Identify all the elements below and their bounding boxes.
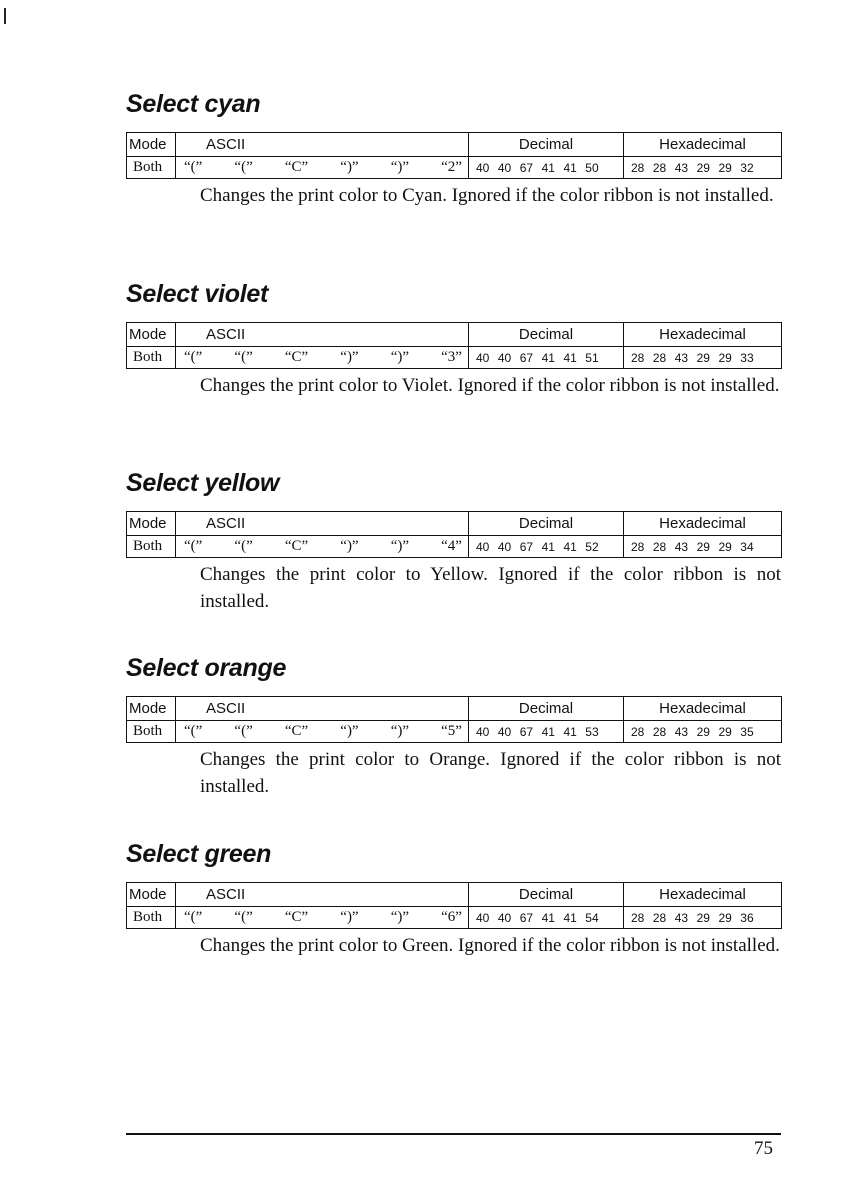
decimal-byte: 41: [563, 350, 577, 365]
mode-cell: Both: [127, 721, 176, 743]
decimal-cell: [469, 536, 624, 558]
decimal-byte: 40: [497, 910, 512, 925]
ascii-char: “(”: [184, 538, 203, 554]
decimal-byte: 41: [541, 160, 555, 175]
ascii-char: “)”: [390, 159, 410, 175]
ascii-char: “C”: [284, 723, 309, 739]
section-description: Changes the print color to Green. Ignored if the color ribbon is not installed.: [200, 935, 780, 956]
decimal-cell: [469, 721, 624, 743]
mode-cell: Both: [127, 536, 176, 558]
table-row: [127, 536, 782, 558]
hex-cell: [624, 157, 782, 179]
hex-byte: 35: [740, 724, 754, 739]
mode-cell: Both: [127, 157, 176, 179]
hex-byte: 28: [652, 724, 667, 739]
header-mode: Mode: [127, 697, 176, 721]
ascii-char: “)”: [390, 723, 410, 739]
table-row: [127, 721, 782, 743]
command-table: [126, 322, 782, 369]
hex-byte: 43: [674, 160, 689, 175]
ascii-char: “(”: [234, 538, 253, 554]
header-ascii: ASCII: [176, 883, 469, 907]
ascii-char: “)”: [340, 349, 359, 365]
decimal-byte: 41: [541, 350, 555, 365]
section-orange: [126, 650, 781, 797]
hex-cell: [624, 907, 782, 929]
ascii-char: “(”: [184, 909, 203, 925]
section-cyan: [126, 86, 781, 206]
table-header-row: [127, 512, 782, 536]
mode-cell: Both: [127, 347, 176, 369]
section-heading: Select orange: [126, 654, 287, 682]
hex-byte: 34: [740, 539, 754, 554]
decimal-byte: 41: [541, 724, 555, 739]
ascii-char: “)”: [340, 909, 359, 925]
decimal-byte: 41: [563, 539, 577, 554]
decimal-cell: [469, 157, 624, 179]
header-decimal: Decimal: [469, 883, 624, 907]
header-ascii: ASCII: [176, 323, 469, 347]
ascii-char: “(”: [234, 723, 253, 739]
hex-byte: 29: [718, 539, 732, 554]
decimal-byte: 50: [585, 160, 599, 175]
hex-byte: 28: [631, 160, 645, 175]
decimal-byte: 40: [476, 160, 490, 175]
hex-byte: 33: [740, 350, 754, 365]
hex-cell: [624, 721, 782, 743]
hex-byte: 29: [718, 160, 732, 175]
decimal-byte: 40: [497, 160, 512, 175]
decimal-byte: 67: [519, 539, 534, 554]
hex-byte: 43: [674, 910, 689, 925]
decimal-byte: 40: [476, 350, 490, 365]
header-mode: Mode: [127, 133, 176, 157]
header-mode: Mode: [127, 512, 176, 536]
mode-cell: Both: [127, 907, 176, 929]
section-description: Changes the print color to Cyan. Ignored if the color ribbon is not installed.: [200, 185, 774, 206]
hex-byte: 28: [631, 724, 645, 739]
section-description: Changes the print color to Yellow. Ignored if the color ribbon is not installed.: [200, 564, 781, 612]
hex-byte: 29: [696, 539, 710, 554]
hex-byte: 29: [718, 910, 732, 925]
decimal-byte: 40: [476, 539, 490, 554]
ascii-char: “)”: [390, 349, 410, 365]
decimal-byte: 40: [476, 724, 490, 739]
decimal-byte: 67: [519, 350, 534, 365]
ascii-char: “(”: [184, 349, 203, 365]
command-table: [126, 132, 782, 179]
ascii-char: “(”: [234, 349, 253, 365]
header-ascii: ASCII: [176, 697, 469, 721]
command-table: [126, 511, 782, 558]
ascii-char: “C”: [284, 159, 309, 175]
decimal-byte: 67: [519, 160, 534, 175]
section-violet: [126, 276, 781, 396]
table-header-row: [127, 697, 782, 721]
decimal-cell: [469, 347, 624, 369]
header-mode: Mode: [127, 323, 176, 347]
ascii-char: “(”: [184, 723, 203, 739]
hex-cell: [624, 347, 782, 369]
ascii-char: “2”: [441, 159, 462, 175]
header-decimal: Decimal: [469, 323, 624, 347]
hex-byte: 28: [631, 350, 645, 365]
decimal-byte: 67: [519, 724, 534, 739]
header-mode: Mode: [127, 883, 176, 907]
ascii-char: “(”: [234, 909, 253, 925]
decimal-byte: 41: [563, 160, 577, 175]
section-description: Changes the print color to Violet. Ignored if the color ribbon is not installed.: [200, 375, 780, 396]
decimal-byte: 54: [585, 910, 599, 925]
decimal-byte: 40: [476, 910, 490, 925]
hex-byte: 29: [696, 350, 710, 365]
table-row: [127, 907, 782, 929]
ascii-cell: [176, 347, 469, 369]
hex-byte: 29: [696, 910, 710, 925]
hex-byte: 28: [631, 910, 645, 925]
ascii-char: “C”: [284, 909, 309, 925]
ascii-char: “)”: [390, 538, 410, 554]
ascii-char: “(”: [184, 159, 203, 175]
ascii-char: “)”: [340, 723, 359, 739]
header-hexadecimal: Hexadecimal: [624, 697, 782, 721]
section-heading: Select green: [126, 840, 272, 868]
hex-byte: 29: [696, 160, 710, 175]
section-heading: Select violet: [126, 280, 268, 308]
decimal-byte: 41: [563, 910, 577, 925]
ascii-char: “3”: [441, 349, 462, 365]
ascii-char: “(”: [234, 159, 253, 175]
ascii-char: “4”: [441, 538, 462, 554]
margin-mark: [4, 8, 6, 24]
section-green: [126, 836, 781, 956]
hex-byte: 29: [718, 350, 732, 365]
ascii-char: “C”: [284, 349, 309, 365]
ascii-char: “5”: [441, 723, 462, 739]
ascii-char: “)”: [340, 159, 359, 175]
hex-cell: [624, 536, 782, 558]
ascii-char: “C”: [284, 538, 309, 554]
header-ascii: ASCII: [176, 133, 469, 157]
decimal-byte: 41: [541, 910, 555, 925]
header-decimal: Decimal: [469, 697, 624, 721]
ascii-cell: [176, 157, 469, 179]
ascii-char: “6”: [441, 909, 462, 925]
section-heading: Select cyan: [126, 90, 261, 118]
header-ascii: ASCII: [176, 512, 469, 536]
hex-byte: 28: [631, 539, 645, 554]
ascii-cell: [176, 721, 469, 743]
header-hexadecimal: Hexadecimal: [624, 883, 782, 907]
hex-byte: 36: [740, 910, 754, 925]
ascii-char: “)”: [340, 538, 359, 554]
section-heading: Select yellow: [126, 469, 280, 497]
hex-byte: 28: [652, 350, 667, 365]
table-header-row: [127, 883, 782, 907]
hex-byte: 29: [696, 724, 710, 739]
hex-byte: 29: [718, 724, 732, 739]
ascii-cell: [176, 907, 469, 929]
decimal-byte: 40: [497, 350, 512, 365]
command-table: [126, 882, 782, 929]
hex-byte: 28: [652, 539, 667, 554]
decimal-byte: 41: [563, 724, 577, 739]
decimal-byte: 51: [585, 350, 599, 365]
ascii-cell: [176, 536, 469, 558]
decimal-cell: [469, 907, 624, 929]
hex-byte: 28: [652, 910, 667, 925]
page-number: 75: [754, 1138, 773, 1159]
hex-byte: 43: [674, 724, 689, 739]
decimal-byte: 40: [497, 539, 512, 554]
section-description: Changes the print color to Orange. Ignored if the color ribbon is not installed.: [200, 749, 781, 797]
table-row: [127, 347, 782, 369]
table-row: [127, 157, 782, 179]
decimal-byte: 67: [519, 910, 534, 925]
table-header-row: [127, 323, 782, 347]
hex-byte: 43: [674, 539, 689, 554]
hex-byte: 32: [740, 160, 754, 175]
decimal-byte: 52: [585, 539, 599, 554]
decimal-byte: 40: [497, 724, 512, 739]
command-table: [126, 696, 782, 743]
hex-byte: 43: [674, 350, 689, 365]
ascii-char: “)”: [390, 909, 410, 925]
header-hexadecimal: Hexadecimal: [624, 512, 782, 536]
header-decimal: Decimal: [469, 133, 624, 157]
footer-rule: [126, 1133, 781, 1135]
hex-byte: 28: [652, 160, 667, 175]
header-hexadecimal: Hexadecimal: [624, 323, 782, 347]
decimal-byte: 41: [541, 539, 555, 554]
header-hexadecimal: Hexadecimal: [624, 133, 782, 157]
header-decimal: Decimal: [469, 512, 624, 536]
section-yellow: [126, 465, 781, 612]
table-header-row: [127, 133, 782, 157]
decimal-byte: 53: [585, 724, 599, 739]
